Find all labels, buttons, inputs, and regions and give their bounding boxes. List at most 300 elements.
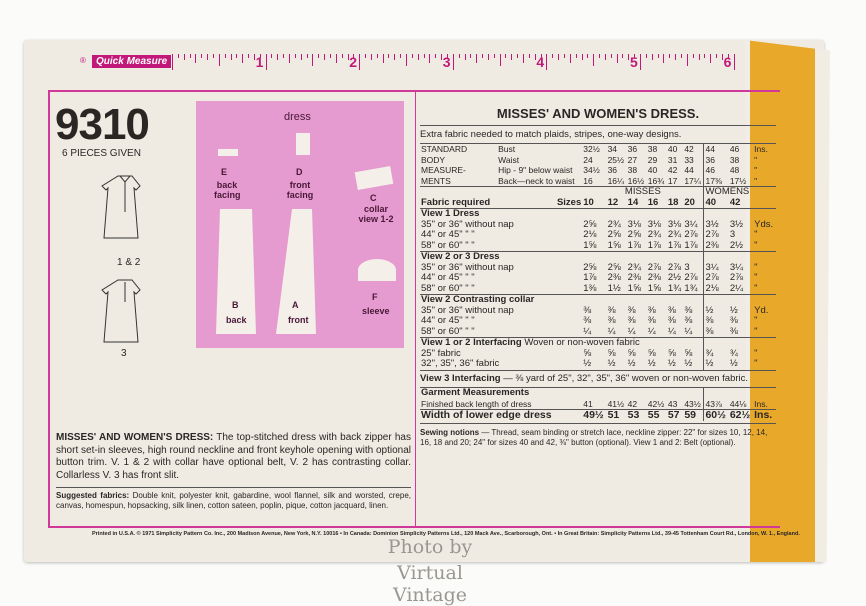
cell: ⅜ [647,304,656,316]
cell: ⅜ [684,315,693,326]
unit: " [754,239,758,251]
cell: ½ [667,358,676,369]
piece-c-shape [355,166,394,190]
unit: Ins. [754,409,773,421]
cell: 3½ [704,220,729,231]
cell: 38 [729,154,740,165]
ruler-tick [330,54,331,58]
piece-c-letter: C [370,193,377,203]
cell: 51 [607,409,620,421]
unit: " [754,229,758,240]
pieces-given: 6 PIECES GIVEN [62,148,141,159]
unit: Yds. [754,218,774,230]
table-row [420,155,776,166]
row-label: 35" or 36" without nap [421,261,514,273]
ruler-tick [500,54,501,66]
description-heading: MISSES' AND WOMEN'S DRESS: [56,432,214,443]
ruler-tick [564,54,565,58]
ruler-tick [658,54,659,58]
cell: 38 [647,144,658,154]
cell: 2⅞ [704,273,729,284]
cell: ½ [583,358,592,369]
cell: 17½ [729,175,747,186]
piece-f-letter: F [372,292,378,302]
sizes-label: Sizes [556,196,582,208]
cell: ½ [704,359,729,370]
cell: 16½ [627,175,645,186]
row-label: 44" or 45" " " [421,272,475,283]
ruler-tick [271,54,272,58]
ruler-tick [248,54,249,58]
ruler-ticks [172,52,732,72]
cell: 2¼ [729,282,744,294]
cell: ¼ [627,325,636,337]
cell: 17⅜ [704,176,729,187]
unit: " [754,261,758,273]
cell: 2¾ [627,261,641,273]
table-row [420,273,776,284]
ruler-tick [236,54,237,58]
dress-view-3-icon [102,280,140,342]
section-heading: View 1 Dress [421,208,480,219]
cell: 40 [647,165,658,175]
description [56,432,411,482]
unit: " [754,175,758,186]
ruler-tick [371,54,372,60]
ruler-tick [529,54,530,58]
cell: 2½ [667,272,682,283]
cell: 40 [667,144,678,154]
ruler-tick [377,54,378,58]
cell: 29 [647,154,658,165]
unit: " [754,282,758,294]
cell: 17¼ [684,175,701,186]
piece-a-letter: A [292,300,299,310]
std-label: MENTS [421,175,451,186]
cell: 27 [627,154,638,165]
cell: 42 [667,165,678,175]
cell: ⅝ [684,347,693,359]
cell: ¼ [647,325,656,337]
cell: ⅜ [607,315,616,326]
cell: 1¾ [667,282,682,294]
section-note: Woven or non-woven fabric [524,337,640,348]
ruler-tick [429,54,430,63]
cell: ⅜ [704,316,729,327]
cell: 1⅞ [667,239,682,251]
cell: 44 [704,144,729,155]
ruler-tick [435,54,436,58]
cell: 2⅝ [607,229,621,240]
cell: ⅝ [647,347,656,359]
cell: 25½ [607,154,625,165]
cell: 2⅜ [627,272,641,283]
ruler-tick [582,54,583,60]
ruler-tick [225,54,226,58]
ruler-tick [424,54,425,58]
ruler-tick [336,54,337,63]
cell: ⅜ [729,315,738,326]
table-row [420,316,776,327]
cell: ⅜ [684,304,693,316]
std-label: BODY [421,154,446,165]
cell: 1⅞ [627,239,641,251]
cell: ¼ [667,325,676,337]
ruler-tick [295,54,296,58]
cell: 2⅜ [647,272,661,283]
unit: " [754,272,758,283]
piece-e-name: back facing [214,180,241,200]
cell: 3¼ [684,218,698,230]
row-label: 58" or 60" " " [421,239,475,251]
cell: 3⅛ [647,218,661,230]
cell: ¼ [583,325,592,337]
extra-fabric-note: Extra fabric needed to match plaids, stripes, one-way designs. [420,126,776,144]
cell: 2⅝ [583,218,597,230]
ruler-tick [693,54,694,58]
ruler-tick [219,54,220,66]
cell: 42½ [647,398,665,409]
section-heading: View 2 Contrasting collar [421,294,535,305]
ruler-tick [517,54,518,58]
table-row [420,359,776,370]
ruler-number: 6 [723,54,732,70]
cell: 57 [667,409,680,421]
description-text: The top-stitched dress with back zipper has short set-in sleeves, high round neckline and front keyhole opening with optional button trim. V. 1 & 2 with collar have optional belt, V. 2 has contrasting collar. Collarless V. 3 has front slit. [56,432,411,481]
cell: 1⅞ [583,272,597,283]
ruler-tick [599,54,600,58]
cell: 33 [684,154,694,165]
cell: ⅝ [583,347,592,359]
piece-f-shape [358,259,396,281]
cell: 2⅛ [583,229,597,240]
ruler-tick [476,54,477,63]
row-label: 35" or 36" without nap [421,304,514,316]
table-row [420,230,776,241]
cell: ½ [684,358,693,369]
cell: 2⅞ [684,272,698,283]
cell: ½ [647,358,656,369]
ruler-tick [523,54,524,63]
cell: 2¾ [607,218,621,230]
size-header: 10 [583,196,594,208]
cell: ⅜ [647,315,656,326]
ruler-tick [576,54,577,58]
piece-e-shape [218,149,238,156]
printed-footer: Printed in U.S.A. © 1971 Simplicity Pattern Co. Inc., 200 Madison Avenue, New York, N.Y. 10016 • In Canada: Dominion Simplicity Patterns Ltd., 120 Mack Ave., Scarborough, Ont. • In Great Britain: Simplicity Patterns Ltd., 39-45 Tottenham Court Rd., London, W. 1., England. [92,531,800,537]
cell: 2⅛ [704,284,729,295]
cell: 3¼ [704,263,729,274]
cell: 42 [627,398,638,409]
ruler-tick [716,54,717,58]
ruler-tick [394,54,395,60]
cell: 31 [667,154,678,165]
ruler-tick [365,54,366,58]
cell: 2⅞ [729,272,744,283]
ruler-tick [184,54,185,60]
cell: ⅜ [627,304,636,316]
view-label-3: 3 [121,348,127,359]
ruler-tick [593,54,594,66]
cell: 53 [627,409,640,421]
cell: 60½ [704,410,729,421]
cell: ⅜ [607,304,616,316]
cell: 1⅞ [684,239,698,251]
ruler-tick [342,54,343,58]
ruler-tick [277,54,278,60]
view-label-1-2: 1 & 2 [117,257,141,268]
ruler-tick [307,54,308,58]
row-label: 25" fabric [421,347,461,359]
ruler-number: 3 [442,54,451,70]
cell: ⅜ [627,315,636,326]
cell: 16 [583,175,593,186]
quick-measure-label: Quick Measure [92,55,171,68]
ruler-tick [494,54,495,58]
ruler-number: 5 [630,54,638,70]
ruler-tick [546,54,547,70]
cell: 2⅞ [684,229,698,240]
ruler-tick [734,54,735,70]
row-label: Bust [498,144,516,154]
cell: 3½ [729,218,744,230]
cell: 1¾ [684,282,698,294]
cell: 41½ [607,398,625,409]
ruler-tick [611,54,612,58]
ruler-tick [412,54,413,58]
cell: ⅜ [583,315,592,326]
garment-heading: Garment Measurements [421,387,530,398]
ruler-tick [587,54,588,58]
cell: ⅜ [729,325,738,337]
cell: 44⅛ [729,398,747,409]
diagram-title: dress [284,111,311,123]
ruler-tick [617,54,618,63]
cell: ⅜ [667,315,676,326]
cell: 1⅝ [627,282,641,294]
piece-e-letter: E [221,167,228,177]
cell: 59 [684,409,697,421]
cell: 34 [607,144,618,154]
cell: 1⅝ [607,239,621,251]
cell: 2¾ [647,229,661,240]
notions-heading: Sewing notions [420,427,480,437]
cell: 44 [684,165,694,175]
size-header: 18 [667,196,679,208]
cell: 1⅜ [583,282,597,294]
cell: 2⅝ [607,261,621,273]
ruler-tick [383,54,384,63]
ruler-tick [505,54,506,58]
cell: ½ [729,358,738,369]
ruler-tick [669,54,670,58]
ruler-tick [687,54,688,66]
cell: 1⅝ [583,239,597,251]
view3-heading: View 3 Interfacing [420,372,501,384]
table-row [420,241,776,252]
yardage-chart [420,100,776,448]
ruler-tick [318,54,319,58]
cell: ¾ [704,349,729,360]
cell: ⅝ [627,347,636,359]
cell: 43⅞ [704,399,729,410]
cell: ½ [607,358,616,369]
cell: 36 [627,144,638,154]
unit: Ins. [754,398,768,409]
ruler-tick [190,54,191,58]
size-header: 20 [684,196,695,208]
suggested-heading: Suggested fabrics: [56,491,130,500]
ruler-tick [388,54,389,58]
column-divider [415,90,416,528]
cell: ⅜ [583,304,592,316]
cell: 36 [607,165,618,175]
ruler-tick [558,54,559,60]
cell: 2⅞ [667,261,682,273]
cell: 2⅜ [704,241,729,252]
ruler-tick [699,54,700,60]
dress-view-1-2-icon [102,176,140,238]
ruler-tick [195,54,196,63]
piece-d-shape [296,133,310,155]
unit: Yd. [754,304,769,316]
cell: 1⅝ [647,282,661,294]
piece-b-letter: B [232,300,239,310]
ruler-tick [470,54,471,58]
ruler-tick [178,54,179,58]
piece-c-name: collar view 1-2 [358,204,394,224]
ruler-tick [552,54,553,58]
cell: ⅝ [667,347,676,359]
ruler-tick [663,54,664,63]
pattern-pieces-diagram [196,101,404,348]
ruler-tick [646,54,647,58]
unit: " [754,358,758,369]
cell: ¾ [729,347,738,359]
ruler-tick [605,54,606,60]
ruler-tick [710,54,711,63]
cell: ⅜ [704,327,729,338]
row-label: 44" or 45" " " [421,229,475,240]
fabric-required: Fabric required [421,196,491,208]
cell: 2⅜ [607,272,621,283]
cell: 43½ [684,398,701,409]
table-row [420,327,776,338]
unit: Ins. [754,144,768,154]
cell: 49½ [583,409,604,421]
cell: ½ [729,304,738,316]
ruler-tick [324,54,325,60]
cell: 43 [667,398,678,409]
ruler-tick [640,54,641,70]
size-header: 14 [627,196,639,208]
table-row [420,410,776,421]
cell: 46 [729,144,740,154]
cell: 42 [684,144,694,154]
ruler-tick [622,54,623,58]
ruler-tick [359,54,360,70]
cell: 2¾ [667,229,682,240]
size-header: 16 [647,196,659,208]
std-label: STANDARD [421,144,468,154]
piece-d-letter: D [296,167,303,177]
cell: 3⅛ [667,218,682,230]
cell: 3⅛ [627,218,641,230]
piece-f-name: sleeve [362,306,390,316]
cell: 1⅞ [647,239,661,251]
ruler-tick [242,54,243,63]
ruler-tick [488,54,489,60]
cell: 2½ [729,239,744,251]
cell: ½ [704,306,729,317]
ruler-tick [570,54,571,63]
row-label: Width of lower edge dress [421,409,552,421]
suggested-text: Double knit, polyester knit, gabardine, wool flannel, silk and worsted, crepe, canvas, homespun, hopsacking, silk linen, cotton sateen, poplin, pique, cotton jacquard, linen. [56,491,411,510]
womens-label: WOMENS [704,187,776,198]
cell: 62½ [729,409,751,421]
cell: 2⅞ [647,261,661,273]
ruler-tick [482,54,483,58]
ruler-tick [312,54,313,66]
cell: ⅝ [607,347,616,359]
cell: ½ [627,358,636,369]
chart-title: MISSES' AND WOMEN'S DRESS. [420,106,776,126]
ruler-tick [453,54,454,70]
ruler-tick [652,54,653,60]
unit: " [754,154,758,165]
section-heading: View 1 or 2 Interfacing [421,337,522,348]
unit: " [754,165,758,175]
row-label: 44" or 45" " " [421,315,475,326]
row-label: 35" or 36" without nap [421,218,514,230]
table-row [420,284,776,295]
table-row [420,144,776,155]
unit: " [754,325,758,337]
yardage-table [420,144,776,421]
row-label: 58" or 60" " " [421,325,475,337]
table-row [420,176,776,187]
ruler-tick [511,54,512,60]
misses-label: MISSES [624,186,661,197]
watermark-line-1: Photo by [387,536,473,558]
cell: 24 [583,154,593,165]
cell: 1½ [607,282,621,294]
table-row [420,399,776,410]
cell: 2⅝ [627,229,641,240]
section-heading: View 2 or 3 Dress [421,251,500,262]
registered-mark: ® [80,56,86,65]
piece-b-name: back [226,315,247,325]
cell: 16¼ [607,175,625,186]
cell: 55 [647,409,660,421]
cell: ⅜ [667,304,676,316]
table-row [420,165,776,176]
ruler-tick [231,54,232,60]
cell: 36 [704,155,729,166]
ruler-tick [283,54,284,58]
cell: 34½ [583,165,600,175]
piece-d-name: front facing [286,180,314,200]
ruler-tick [418,54,419,60]
cell: ¼ [607,325,616,337]
cell: 3 [729,229,736,240]
cell: 3 [684,261,690,273]
std-label: MEASURE- [421,165,466,175]
cell: 38 [627,165,638,175]
ruler-tick [207,54,208,60]
cell: 32½ [583,144,600,154]
ruler-tick [465,54,466,60]
